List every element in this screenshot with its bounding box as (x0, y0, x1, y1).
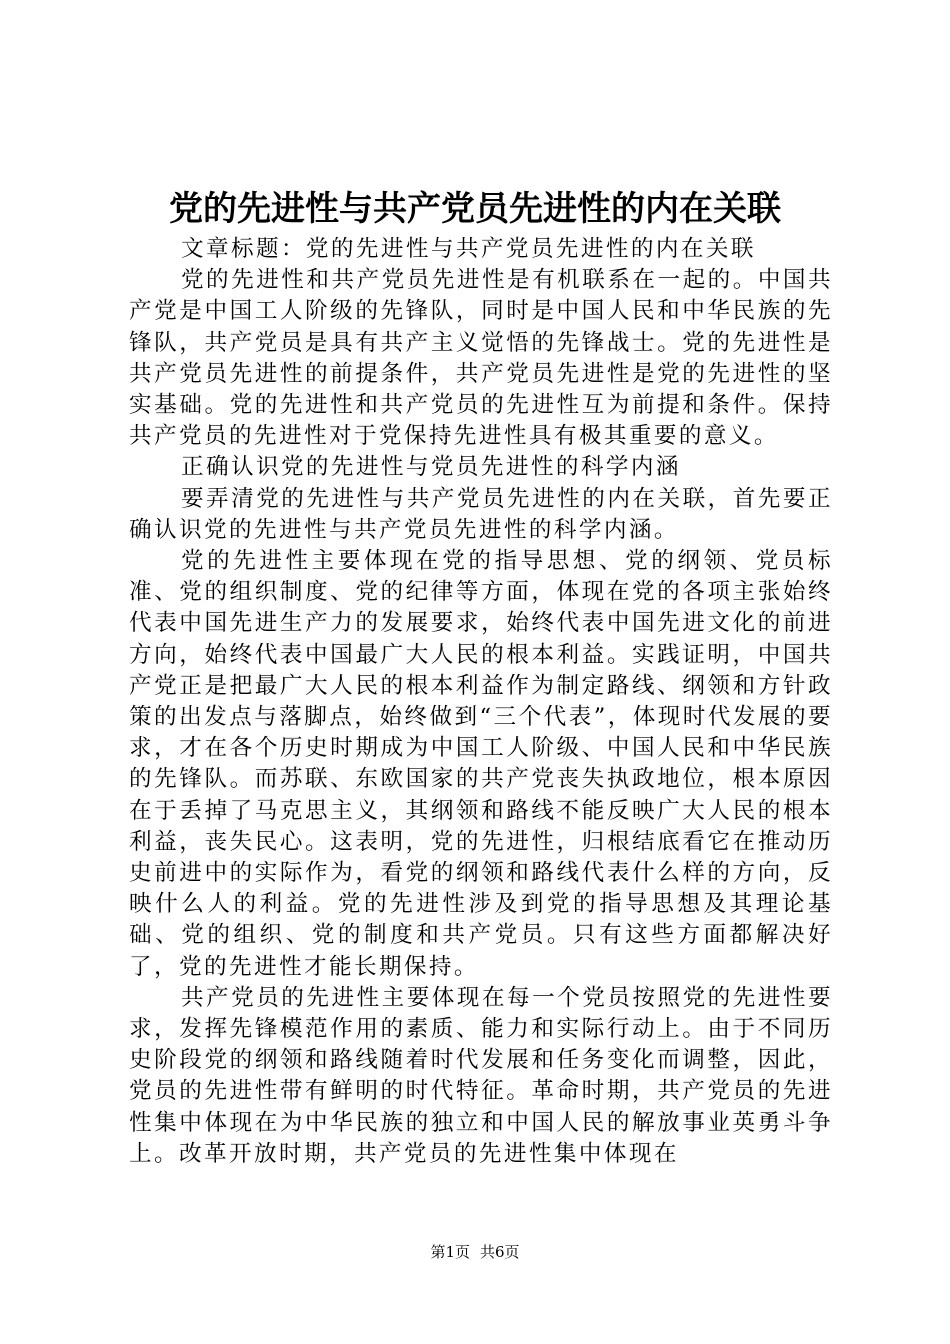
page-footer (0, 1242, 950, 1262)
article-title-line: 文章标题：党的先进性与共产党员先进性的内在关联 (180, 236, 756, 262)
page-number: 第1页 (430, 1243, 470, 1261)
paragraph-member-advancement: 共产党员的先进性主要体现在每一个党员按照党的先进性要求，发挥先锋模范作用的素质、能力和实际行动上。由于不同历史阶段党的纲领和路线随着时代发展和任务变化而调整，因此，党员的先进性带有鲜明的时代特征。革命时期，共产党员的先进性集中体现在为中华民族的独立和中国人民的解放事业英勇斗争上。改革开放时期，共产党员的先进性集中体现在 (129, 984, 833, 1167)
page-total: 共6页 (480, 1243, 520, 1261)
document-body (129, 234, 833, 1170)
paragraph-party-advancement: 党的先进性主要体现在党的指导思想、党的纲领、党员标准、党的组织制度、党的纪律等方面，体现在党的各项主张始终代表中国先进生产力的发展要求，始终代表中国先进文化的前进方向，始终代表中国最广大人民的根本利益。实践证明，中国共产党正是把最广大人民的根本利益作为制定路线、纲领和方针政策的出发点与落脚点，始终做到“三个代表”，体现时代发展的要求，才在各个历史时期成为中国工人阶级、中国人民和中华民族的先锋队。而苏联、东欧国家的共产党丧失执政地位，根本原因在于丢掉了马克思主义，其纲领和路线不能反映广大人民的根本利益，丧失民心。这表明，党的先进性，归根结底看它在推动历史前进中的实际作为，看党的纲领和路线代表什么样的方向，反映什么人的利益。党的先进性涉及到党的指导思想及其理论基础、党的组织、党的制度和共产党员。只有这些方面都解决好了，党的先进性才能长期保持。 (129, 548, 833, 980)
paragraph-lead: 要弄清党的先进性与共产党员先进性的内在关联，首先要正确认识党的先进性与共产党员先进性的科学内涵。 (129, 485, 833, 543)
document-title: 党的先进性与共产党员先进性的内在关联 (169, 189, 781, 229)
paragraph-intro: 党的先进性和共产党员先进性是有机联系在一起的。中国共产党是中国工人阶级的先锋队，同时是中国人民和中华民族的先锋队，共产党员是具有共产主义觉悟的先锋战士。党的先进性是共产党员先进性的前提条件，共产党员先进性是党的先进性的坚实基础。党的先进性和共产党员的先进性互为前提和条件。保持共产党员的先进性对于党保持先进性具有极其重要的意义。 (129, 267, 833, 450)
section-heading: 正确认识党的先进性与党员先进性的科学内涵 (180, 454, 681, 481)
